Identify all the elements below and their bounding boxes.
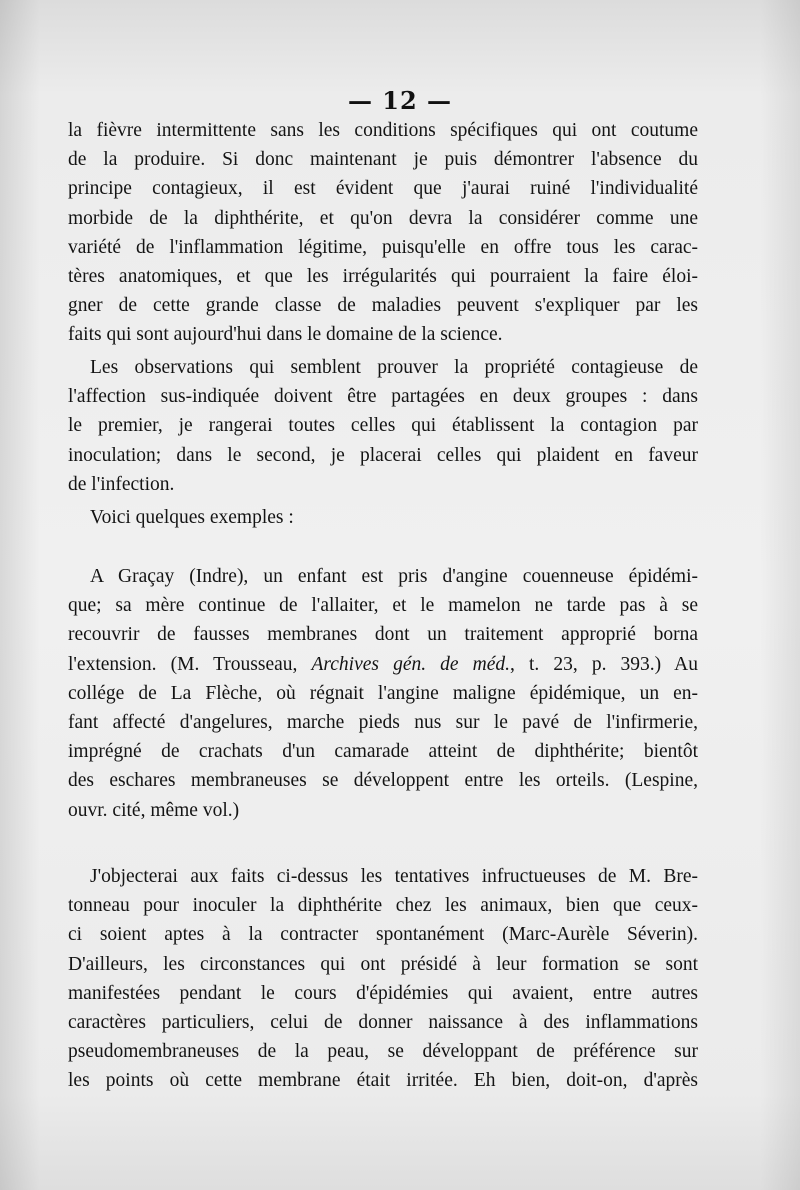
text-line: manifestées pendant le cours d'épidémies qui avaient, entre autres xyxy=(68,982,698,1004)
text-line: pseudomembraneuses de la peau, se développant de préférence sur xyxy=(68,1041,698,1063)
paragraph-4 xyxy=(68,562,698,825)
text-line: collége de La Flèche, où régnait l'angine maligne épidémique, un en- xyxy=(68,682,698,704)
text-line: le premier, je rangerai toutes celles qui établissent la contagion par xyxy=(68,415,698,437)
text-line: que; sa mère continue de l'allaiter, et le mamelon ne tarde pas à se xyxy=(68,595,698,617)
text-line: Les observations qui semblent prouver la propriété contagieuse de xyxy=(90,357,698,378)
page-edge-shadow-left xyxy=(0,0,40,1190)
text-line: D'ailleurs, les circonstances qui ont présidé à leur formation se sont xyxy=(68,953,698,975)
text-line: inoculation; dans le second, je placerai celles qui plaident en faveur xyxy=(68,444,698,466)
paragraph-3 xyxy=(68,503,698,532)
text-line: les points où cette membrane était irritée. Eh bien, doit-on, d'après xyxy=(68,1070,698,1092)
text-line: la fièvre intermittente sans les conditions spécifiques qui ont coutume xyxy=(68,120,698,141)
text-line: morbide de la diphthérite, et qu'on devra la considérer comme une xyxy=(68,207,698,229)
text-line: J'objecterai aux faits ci-dessus les tentatives infructueuses de M. Bre- xyxy=(90,866,698,887)
text-line: l'affection sus-indiquée doivent être partagées en deux groupes : dans xyxy=(68,386,698,408)
page-number: — 12 — xyxy=(347,86,453,115)
text-line: recouvrir de fausses membranes dont un traitement approprié borna xyxy=(68,624,698,646)
text-line: A Graçay (Indre), un enfant est pris d'angine couenneuse épidémi- xyxy=(90,566,698,587)
text-line: tères anatomiques, et que les irrégularités qui pourraient la faire éloi- xyxy=(68,265,698,287)
text-line: faits qui sont aujourd'hui dans le domaine de la science. xyxy=(68,324,503,346)
text-line: de l'infection. xyxy=(68,473,175,495)
page-edge-shadow-right xyxy=(760,0,800,1190)
text-line: de la produire. Si donc maintenant je puis démontrer l'absence du xyxy=(68,149,698,171)
text-line: variété de l'inflammation légitime, puisqu'elle en offre tous les carac- xyxy=(68,236,698,258)
text-line: tonneau pour inoculer la diphthérite chez les animaux, bien que ceux- xyxy=(68,895,698,917)
citation-prefix: l'extension. (M. Trousseau, xyxy=(68,653,312,675)
text-line: fant affecté d'angelures, marche pieds nus sur le pavé de l'infirmerie, xyxy=(68,711,698,733)
text-line: des eschares membraneuses se développent entre les orteils. (Lespine, xyxy=(68,770,698,792)
text-line: ouvr. cité, même vol.) xyxy=(68,799,240,821)
citation-suffix: , t. 23, p. 393.) Au xyxy=(510,653,698,675)
text-line: ci soient aptes à la contracter spontanément (Marc-Aurèle Séverin). xyxy=(68,924,698,946)
text-line: gner de cette grande classe de maladies peuvent s'expliquer par les xyxy=(68,295,698,317)
paragraph-1 xyxy=(68,116,698,350)
paragraph-5 xyxy=(68,862,698,1096)
paragraph-2 xyxy=(68,353,698,499)
text-line: imprégné de crachats d'un camarade atteint de diphthérite; bientôt xyxy=(68,741,698,763)
text-line: principe contagieux, il est évident que j'aurai ruiné l'individualité xyxy=(68,178,698,200)
citation-journal-title: Archives gén. de méd. xyxy=(311,653,511,675)
text-line: caractères particuliers, celui de donner naissance à des inflammations xyxy=(68,1011,698,1033)
text-line-with-citation xyxy=(68,650,698,679)
text-line: Voici quelques exemples : xyxy=(90,507,294,528)
